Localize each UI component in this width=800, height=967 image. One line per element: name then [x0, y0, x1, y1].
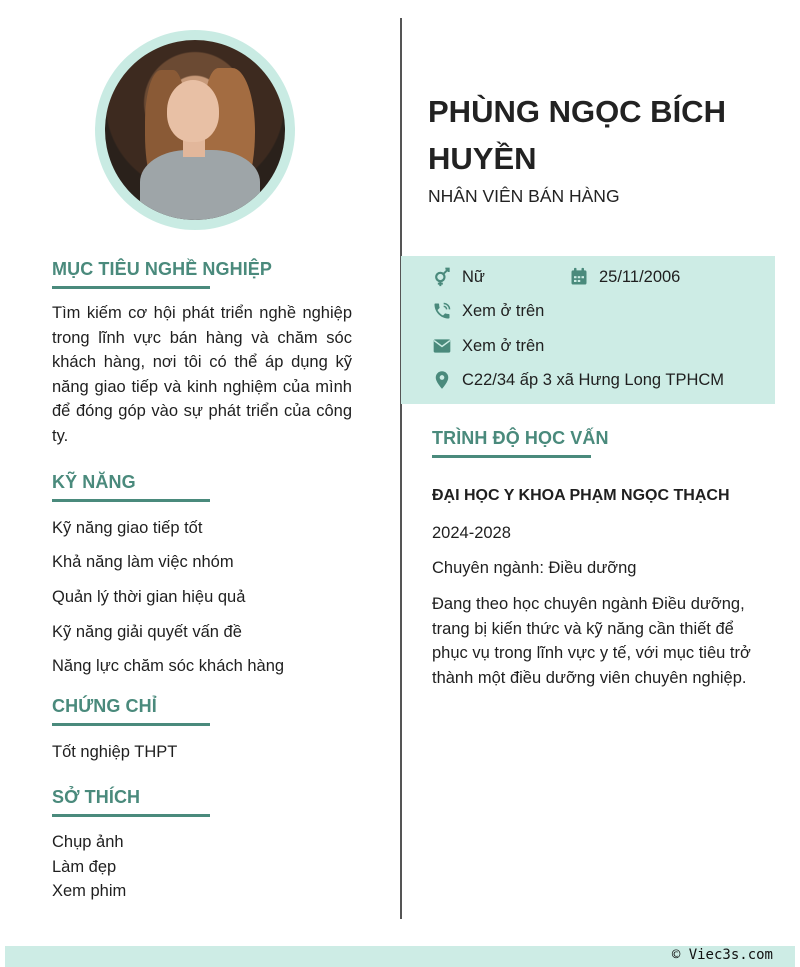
- hobbies-section: [52, 787, 210, 817]
- objective-section: [52, 259, 272, 289]
- certificates-section: [52, 696, 210, 726]
- email-value: Xem ở trên: [462, 336, 545, 355]
- education-school: ĐẠI HỌC Y KHOA PHẠM NGỌC THẠCH: [432, 487, 730, 504]
- avatar-ring: [95, 30, 295, 230]
- education-years: 2024-2028: [432, 524, 511, 542]
- avatar: [105, 40, 285, 220]
- email-row: [432, 336, 544, 356]
- hobby-item: Xem phim: [52, 882, 127, 900]
- skills-title: KỸ NĂNG: [52, 472, 136, 492]
- education-description: Đang theo học chuyên ngành Điều dưỡng, trang bị kiến thức và kỹ năng cần thiết để phục vụ trong lĩnh vực y tế, với mục tiêu trở thành một điều dưỡng viên chuyên nghiệp.: [432, 595, 751, 687]
- footer-bar: [5, 946, 795, 967]
- certificates-title: CHỨNG CHỈ: [52, 696, 157, 716]
- certificate-item: Tốt nghiệp THPT: [52, 743, 178, 761]
- contact-box: [401, 256, 775, 404]
- email-icon: [432, 336, 452, 356]
- skill-item: Kỹ năng giao tiếp tốt: [52, 519, 203, 537]
- gender-value: Nữ: [462, 267, 485, 286]
- birthday-row: [569, 267, 680, 287]
- skill-item: Khả năng làm việc nhóm: [52, 553, 234, 571]
- phone-icon: [432, 301, 452, 321]
- certificates-underline: [52, 723, 210, 726]
- objective-underline: [52, 286, 210, 289]
- skill-item: Năng lực chăm sóc khách hàng: [52, 657, 285, 675]
- address-row: [432, 370, 724, 390]
- hobby-item: Làm đẹp: [52, 858, 117, 876]
- gender-row: [432, 267, 485, 287]
- skill-item: Kỹ năng giải quyết vấn đề: [52, 623, 242, 641]
- education-section: [432, 428, 609, 458]
- column-divider: [400, 18, 402, 919]
- calendar-icon: [569, 267, 589, 287]
- hobbies-title: SỞ THÍCH: [52, 787, 141, 807]
- skills-section: [52, 472, 210, 502]
- skill-item: Quản lý thời gian hiệu quả: [52, 588, 246, 606]
- hobby-item: Chụp ảnh: [52, 833, 124, 851]
- birthday-value: 25/11/2006: [599, 267, 681, 286]
- footer-credit: © Viec3s.com: [671, 947, 773, 963]
- education-major: Chuyên ngành: Điều dưỡng: [432, 559, 637, 577]
- candidate-name: PHÙNG NGỌC BÍCH HUYỀN: [428, 94, 726, 176]
- location-icon: [432, 370, 452, 390]
- education-underline: [432, 455, 591, 458]
- education-title: TRÌNH ĐỘ HỌC VẤN: [432, 428, 609, 448]
- skills-underline: [52, 499, 210, 502]
- objective-title: MỤC TIÊU NGHỀ NGHIỆP: [52, 259, 273, 279]
- hobbies-underline: [52, 814, 210, 817]
- candidate-role: NHÂN VIÊN BÁN HÀNG: [428, 186, 620, 206]
- objective-text: Tìm kiếm cơ hội phát triển nghề nghiệp trong lĩnh vực bán hàng và chăm sóc khách hàng, nơi tôi có thể áp dụng kỹ năng giao tiếp và kinh nghiệm của mình để đóng góp vào sự phát triển của công ty.: [52, 304, 352, 445]
- gender-icon: [432, 267, 452, 287]
- phone-row: [432, 301, 544, 321]
- address-value: C22/34 ấp 3 xã Hưng Long TPHCM: [462, 370, 725, 389]
- phone-value: Xem ở trên: [462, 301, 545, 320]
